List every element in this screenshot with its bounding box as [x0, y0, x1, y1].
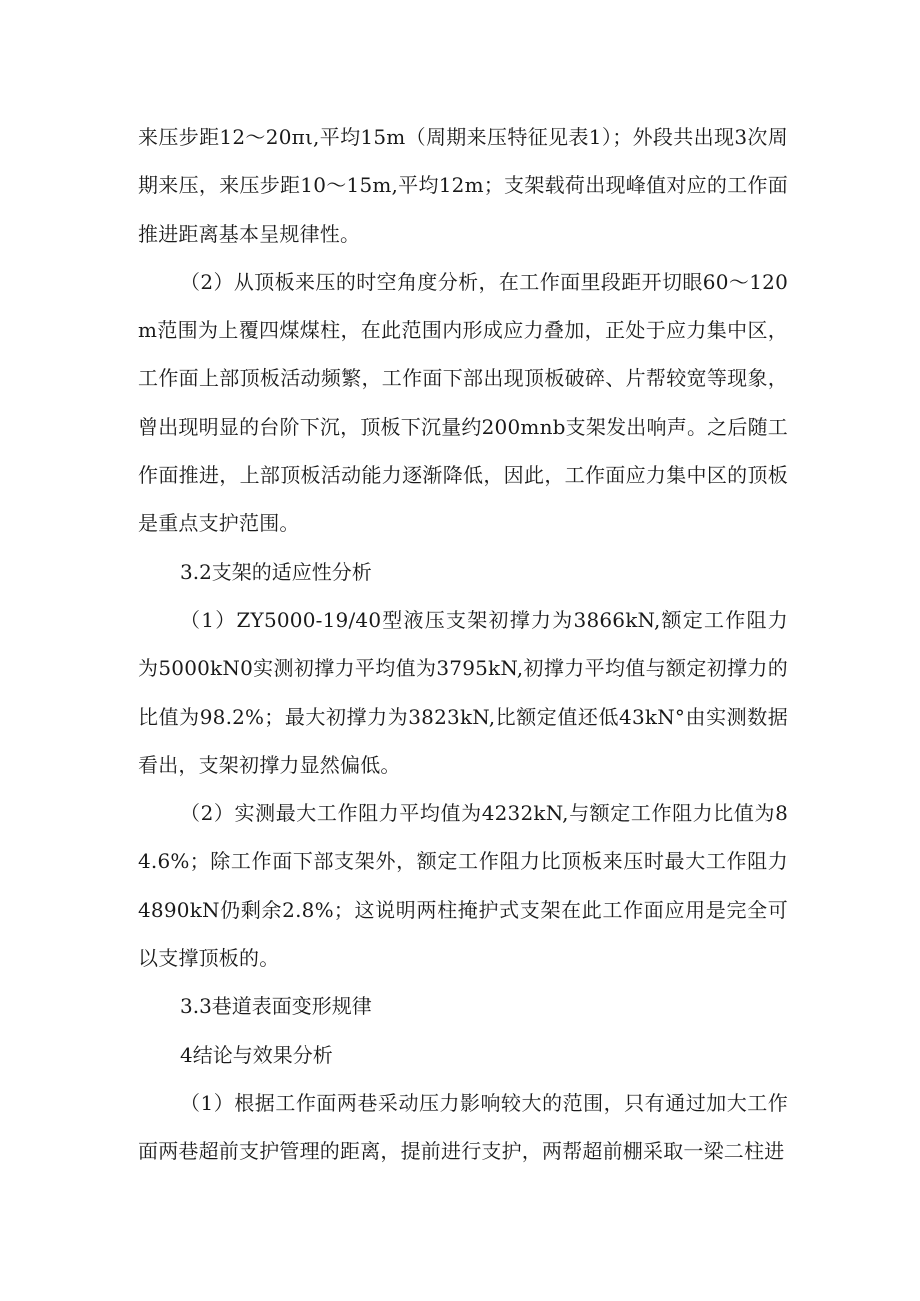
section-heading-3-3: 3.3巷道表面变形规律 — [180, 994, 372, 1019]
paragraph-working-resistance-analysis: （2）实测最大工作阻力平均值为4232kN,与额定工作阻力比值为84.6%；除工作面下部支架外，额定工作阻力比顶板来压时最大工作阻力4890kN仍剩余2.8%；这说明两柱掩护式支架在此工作面应用是完全可以支撑顶板的。 — [138, 801, 788, 971]
paragraph-conclusion-1: （1）根据工作面两巷采动压力影响较大的范围，只有通过加大工作面两巷超前支护管理的距离，提前进行支护，两帮超前棚采取一梁二柱进 — [138, 1090, 788, 1164]
paragraph-setting-load-analysis: （1）ZY5000-19/40型液压支架初撑力为3866kN,额定工作阻力为5000kN0实测初撑力平均值为3795kN,初撑力平均值与额定初撑力的比值为98.2%；最大初撑力为3823kN,比额定值还低43kN°由实测数据看出，支架初撑力显然偏低。 — [138, 607, 788, 777]
section-heading-4: 4结论与效果分析 — [180, 1042, 333, 1067]
document-body — [138, 113, 788, 1176]
paragraph-roof-spatiotemporal-analysis: （2）从顶板来压的时空角度分析，在工作面里段距开切眼60～120m范围为上覆四煤煤柱，在此范围内形成应力叠加，正处于应力集中区，工作面上部顶板活动频繁，工作面下部出现顶板破碎、片帮较宽等现象，曾出现明显的台阶下沉，顶板下沉量约200mnb支架发出响声。之后随工作面推进，上部顶板活动能力逐渐降低，因此，工作面应力集中区的顶板是重点支护范围。 — [138, 269, 788, 536]
section-heading-3-2: 3.2支架的适应性分析 — [180, 559, 372, 584]
paragraph-roof-pressure-intervals: 来压步距12～20πι,平均15m（周期来压特征见表1）；外段共出现3次周期来压，来压步距10～15m,平均12m；支架载荷出现峰值对应的工作面推进距离基本呈规律性。 — [138, 125, 788, 246]
